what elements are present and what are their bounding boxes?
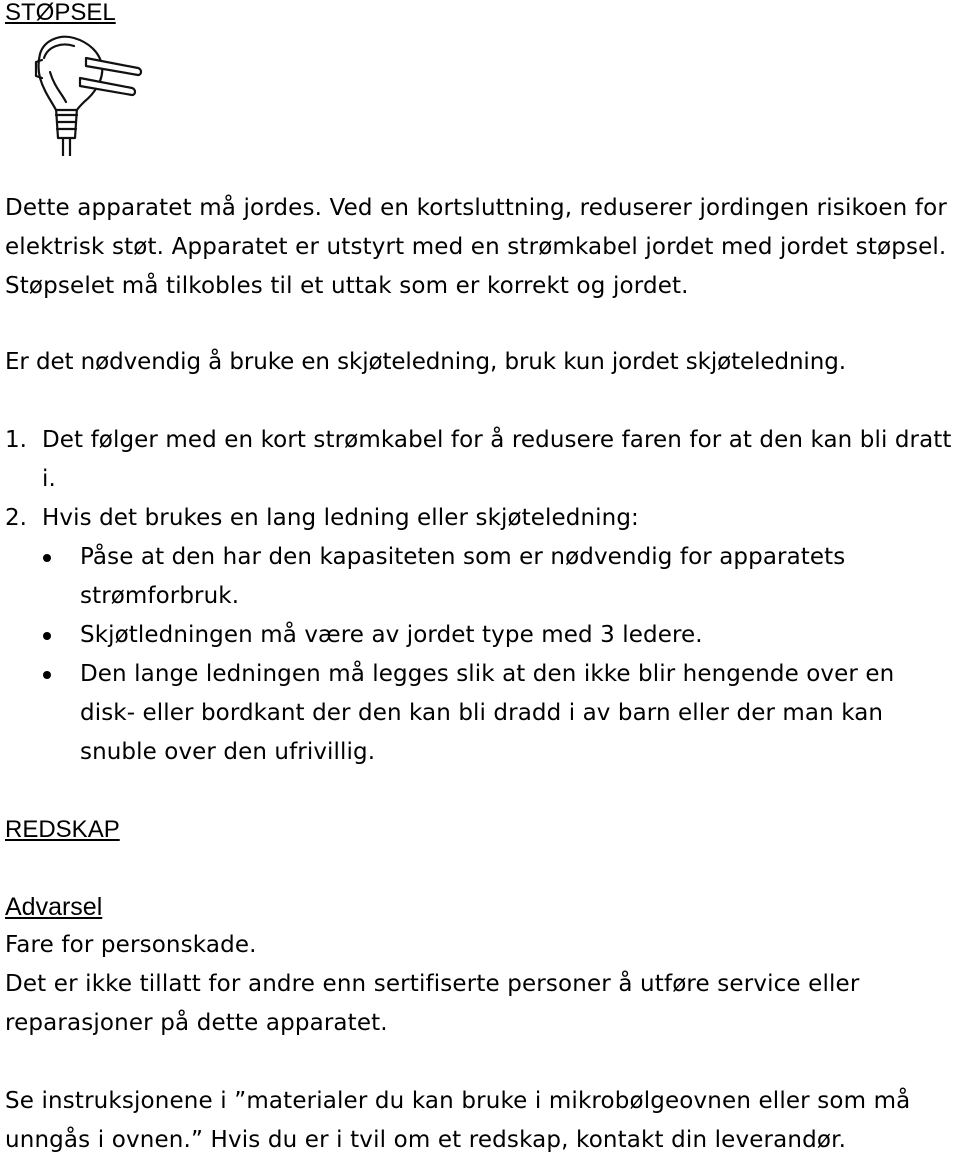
numbered-item: [5, 421, 960, 499]
warning-heading: Advarsel: [5, 893, 103, 921]
numbered-item: [5, 499, 960, 538]
item-number: 2.: [5, 505, 27, 531]
service-paragraph: Det er ikke tillatt for andre enn sertifiserte personer å utføre service eller reparasjoner på dette apparatet.: [5, 971, 860, 1036]
bullet-icon: [43, 554, 51, 562]
list-item-text: Påse at den har den kapasiteten som er nødvendig for apparatets strømforbruk.: [80, 544, 846, 609]
list-item: [0, 616, 960, 655]
bullet-icon: [43, 671, 51, 679]
list-item-text: Skjøtledningen må være av jordet type med 3 ledere.: [80, 622, 703, 648]
list-item: [0, 655, 960, 772]
item-text: Hvis det brukes en lang ledning eller skjøteledning:: [42, 505, 639, 531]
bullet-icon: [43, 632, 51, 640]
item-text: Det følger med en kort strømkabel for å redusere faren for at den kan bli dratt i.: [42, 427, 952, 492]
list-item-text: Den lange ledningen må legges slik at den ikke blir hengende over en disk- eller bordkant der den kan bli dradd i av barn eller der man kan snuble over den ufrivillig.: [80, 661, 895, 765]
list-item: [0, 538, 960, 616]
injury-warning-text: Fare for personskade.: [5, 932, 257, 958]
utensils-paragraph: Se instruksjonene i ”materialer du kan bruke i mikrobølgeovnen eller som må unngås i ovnen.” Hvis du er i tvil om et redskap, kontakt din leverandør.: [5, 1088, 911, 1153]
extension-paragraph: Er det nødvendig å bruke en skjøteledning, bruk kun jordet skjøteledning.: [5, 349, 846, 375]
requirements-list: [0, 538, 960, 772]
plug-section-heading: STØPSEL: [5, 0, 116, 26]
item-number: 1.: [5, 427, 27, 453]
grounding-paragraph: Dette apparatet må jordes. Ved en kortsluttning, reduserer jordingen risikoen for elektrisk støt. Apparatet er utstyrt med en strømkabel jordet med jordet støpsel. Støpselet må tilkobles til et uttak som er korrekt og jordet.: [5, 195, 947, 299]
plug-icon: [30, 32, 148, 156]
tools-section-heading: REDSKAP: [5, 816, 120, 843]
